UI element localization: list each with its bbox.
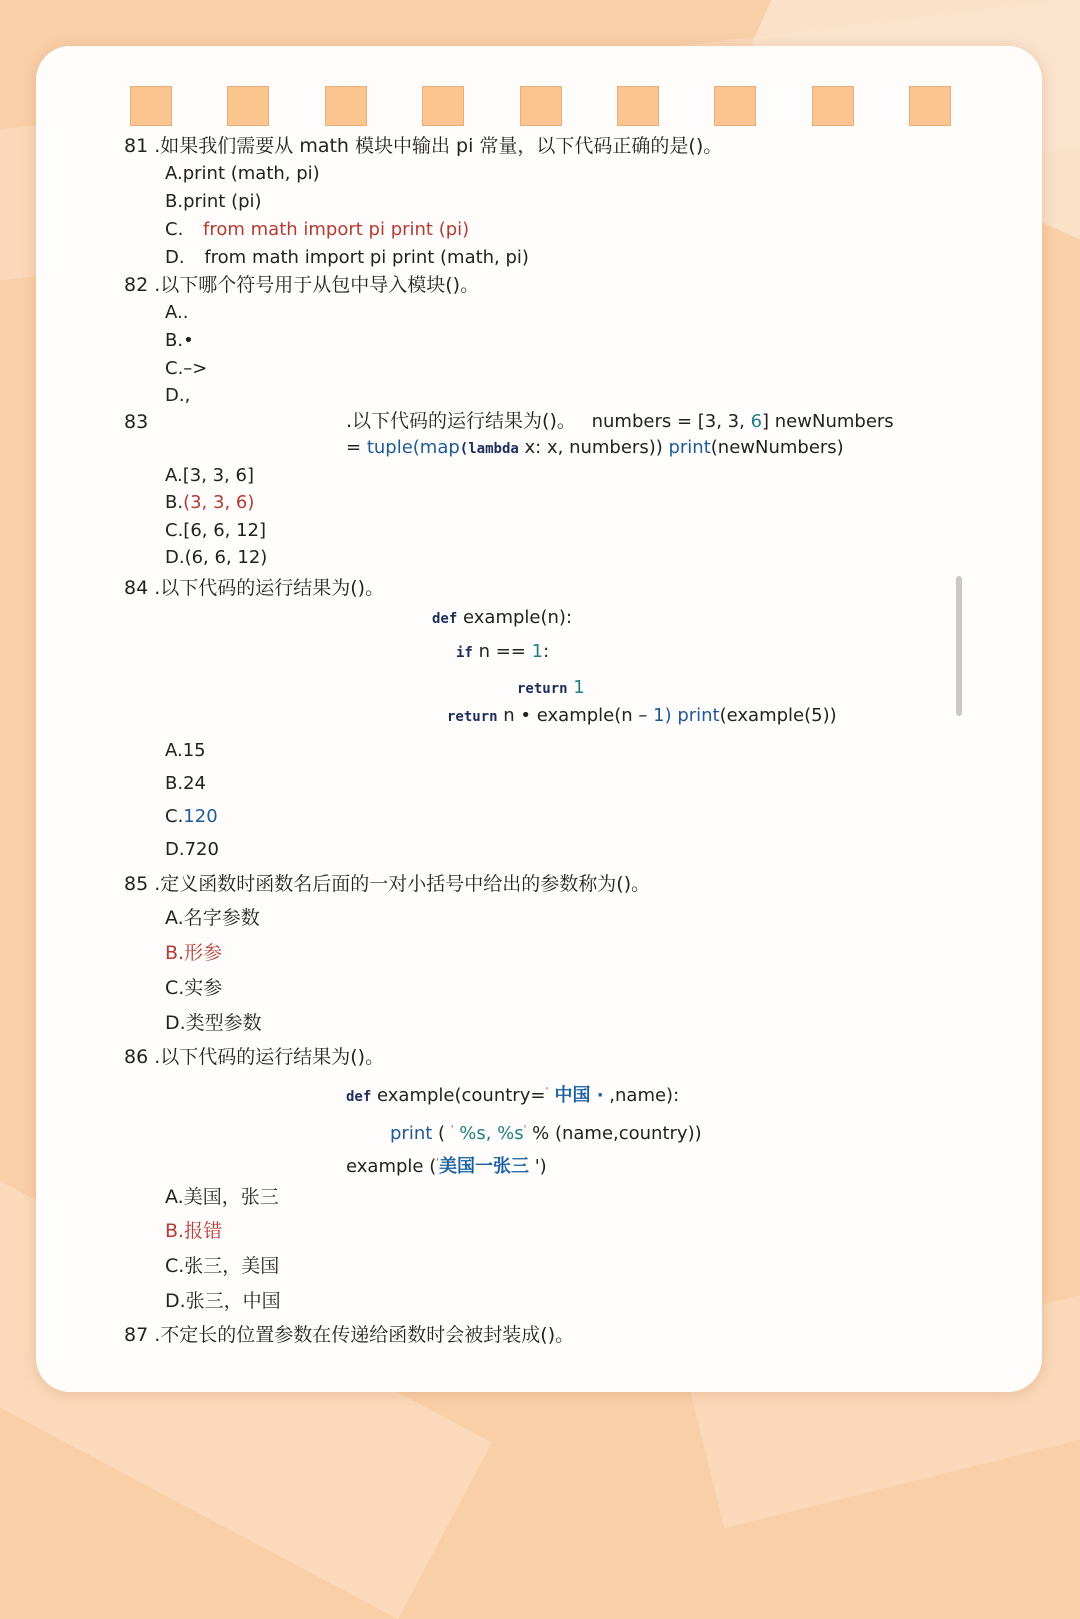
binder-tab — [325, 86, 367, 126]
code-token: ' — [545, 1086, 549, 1097]
option-a[interactable]: A.[3, 3, 6] — [165, 465, 255, 486]
code-line — [346, 1151, 547, 1179]
code-line — [517, 676, 585, 701]
code-token: 美国一张三 — [438, 1156, 529, 1177]
code-token: : — [543, 641, 550, 662]
code-keyword: if — [456, 645, 473, 661]
question-81 — [124, 134, 722, 158]
option-letter: D. — [165, 247, 185, 268]
question-text: .以下代码的运行结果为()。 — [154, 577, 385, 599]
code-line — [346, 1080, 679, 1109]
code-token: %s, %s — [453, 1123, 524, 1144]
option-c[interactable]: C.实参 — [165, 977, 223, 999]
question-text: .定义函数时函数名后面的一对小括号中给出的参数称为()。 — [154, 873, 651, 895]
code-keyword: def — [432, 611, 458, 627]
code-token: 中国 · — [548, 1085, 604, 1106]
option-b[interactable]: B.print (pi) — [165, 191, 262, 212]
code-token: example ( — [346, 1156, 437, 1177]
option-text-answer: from math import pi print (pi) — [203, 219, 470, 240]
option-a[interactable]: A.名字参数 — [165, 907, 260, 929]
question-text: .以下代码的运行结果为()。 — [346, 410, 576, 432]
code-token: % (name,country)) — [526, 1123, 702, 1144]
code-token: 1 — [531, 641, 544, 662]
code-token: ( — [432, 1123, 451, 1144]
option-text: from math import pi print (math, pi) — [204, 247, 529, 268]
code-token: ' — [436, 1157, 439, 1168]
code-token: print — [668, 437, 711, 458]
option-c[interactable]: C.[6, 6, 12] — [165, 520, 267, 541]
question-82 — [124, 273, 479, 297]
option-text: 120 — [183, 806, 218, 827]
code-keyword: return — [447, 709, 498, 725]
question-number: 81 — [124, 135, 149, 157]
code-token: print — [390, 1123, 433, 1144]
code-keyword: return — [517, 681, 568, 697]
question-number: 84 — [124, 577, 149, 599]
option-c[interactable] — [165, 805, 218, 829]
code-token: numbers = [3, 3, — [591, 411, 751, 432]
question-86 — [124, 1045, 384, 1069]
question-text: .以下代码的运行结果为()。 — [154, 1046, 385, 1068]
scrollbar[interactable] — [956, 576, 962, 716]
binder-tab — [422, 86, 464, 126]
code-token: 6 — [750, 411, 763, 432]
option-letter: C. — [165, 219, 184, 240]
option-d[interactable]: D.类型参数 — [165, 1012, 262, 1034]
binder-tab — [130, 86, 172, 126]
code-token: ] newNumbers — [762, 411, 894, 432]
question-84 — [124, 576, 384, 600]
code-keyword: (lambda — [459, 441, 519, 457]
question-85 — [124, 872, 650, 896]
option-c[interactable]: C.张三，美国 — [165, 1255, 280, 1277]
question-text: .不定长的位置参数在传递给函数时会被封装成()。 — [154, 1324, 575, 1346]
code-token: ,name): — [603, 1085, 680, 1106]
worksheet-card — [36, 46, 1042, 1392]
question-number: 85 — [124, 873, 149, 895]
option-b-answer[interactable]: B.报错 — [165, 1220, 223, 1242]
option-d[interactable]: D.张三，中国 — [165, 1290, 281, 1312]
binder-tab — [520, 86, 562, 126]
binder-tab — [714, 86, 756, 126]
option-b-answer[interactable]: B.形参 — [165, 942, 223, 964]
option-d[interactable]: D., — [165, 385, 191, 406]
binder-tab — [812, 86, 854, 126]
question-87 — [124, 1323, 574, 1347]
option-d[interactable]: D.720 — [165, 839, 219, 860]
question-text: .如果我们需要从 math 模块中输出 pi 常量，以下代码正确的是()。 — [154, 135, 723, 157]
code-keyword: def — [346, 1089, 372, 1105]
question-number: 86 — [124, 1046, 149, 1068]
option-a[interactable]: A.美国，张三 — [165, 1186, 279, 1208]
code-token: ') — [528, 1156, 547, 1177]
code-token: ' — [523, 1124, 527, 1135]
code-token: = — [346, 437, 367, 458]
code-token: x: x, numbers)) — [518, 437, 669, 458]
option-a[interactable]: A.. — [165, 302, 189, 323]
binder-tab — [617, 86, 659, 126]
code-token: tuple(map — [366, 437, 460, 458]
binder-tab — [227, 86, 269, 126]
code-token: 1) print — [653, 705, 720, 726]
code-token: 1 — [567, 677, 585, 698]
code-token: example(n): — [457, 607, 573, 628]
option-a[interactable]: A.print (math, pi) — [165, 163, 320, 184]
code-token: ' — [450, 1124, 454, 1135]
option-c[interactable] — [165, 218, 469, 242]
option-d[interactable]: D.(6, 6, 12) — [165, 547, 268, 568]
question-text: .以下哪个符号用于从包中导入模块()。 — [154, 274, 480, 296]
code-token: n == — [472, 641, 532, 662]
option-d[interactable] — [165, 246, 529, 270]
option-letter: B. — [165, 492, 184, 513]
binder-tab — [909, 86, 951, 126]
question-number: 83 — [124, 411, 149, 433]
code-line — [592, 411, 894, 432]
question-number: 87 — [124, 1324, 149, 1346]
code-token: (newNumbers) — [710, 437, 844, 458]
code-token: (example(5)) — [719, 705, 837, 726]
code-line — [456, 640, 549, 665]
code-line — [432, 606, 572, 631]
code-token: example(country= — [371, 1085, 546, 1106]
option-a[interactable]: A.15 — [165, 740, 206, 761]
code-token: n • example(n – — [497, 705, 654, 726]
question-number: 82 — [124, 274, 149, 296]
option-c[interactable]: C.–> — [165, 358, 208, 379]
code-line — [447, 704, 837, 729]
option-text-answer: (3, 3, 6) — [183, 492, 255, 513]
option-b[interactable]: B.24 — [165, 773, 206, 794]
question-83 — [346, 409, 894, 434]
option-letter: C. — [165, 806, 184, 827]
option-b[interactable] — [165, 491, 254, 515]
code-line — [346, 436, 844, 461]
option-b[interactable]: B.• — [165, 330, 194, 351]
code-line — [390, 1118, 702, 1146]
